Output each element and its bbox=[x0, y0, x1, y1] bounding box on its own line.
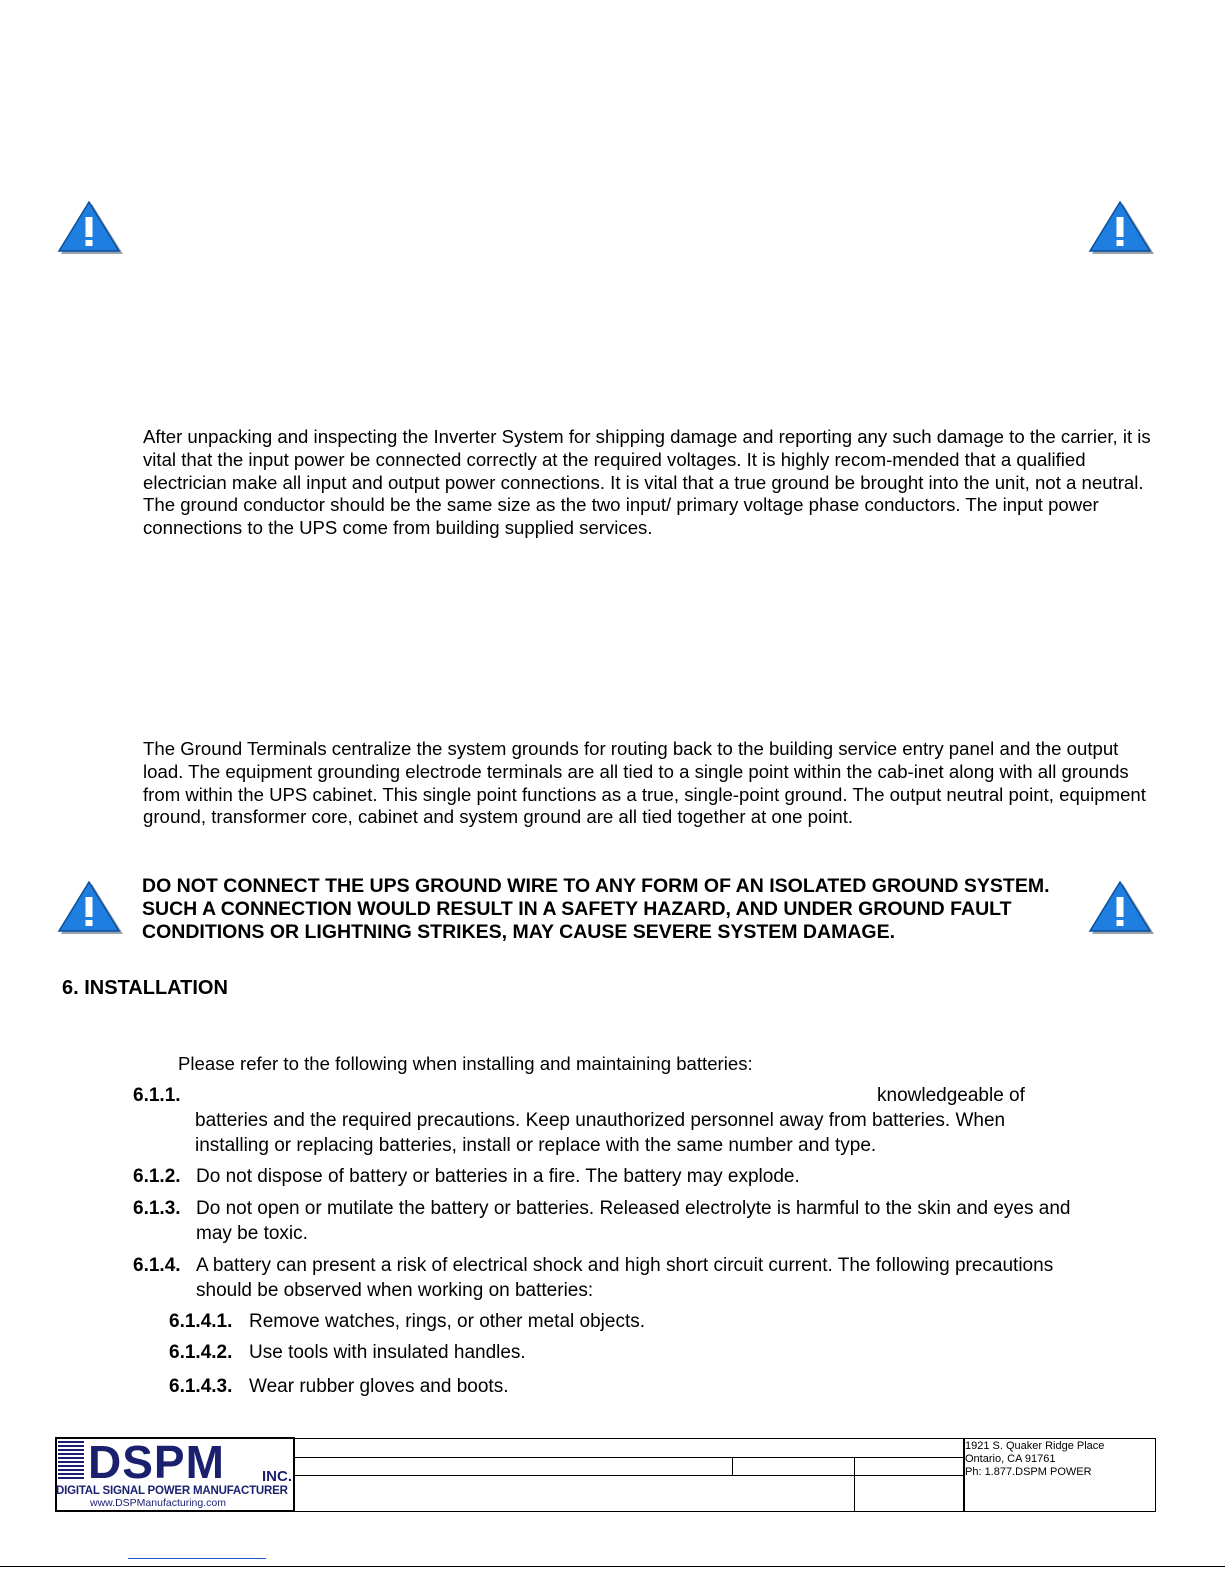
ground-terminals-paragraph: The Ground Terminals centralize the system grounds for routing back to the building service entry panel and the output load. The equipment grounding electrode terminals are all tied to a single point within the cab-inet along with all grounds from within the UPS cabinet. This single point functions as a true, single-point ground. The output neutral point, equipment ground, transformer core, cabinet and system ground are all tied together at one point. bbox=[143, 738, 1146, 828]
logo-tagline: DIGITAL SIGNAL POWER MANUFACTURER bbox=[56, 1485, 288, 1497]
section-heading: 6. INSTALLATION bbox=[62, 977, 228, 999]
logo-stripes bbox=[58, 1441, 84, 1481]
ground-warning-text: DO NOT CONNECT THE UPS GROUND WIRE TO ANY FORM OF AN ISOLATED GROUND SYSTEM. SUCH A CONNECTION WOULD RESULT IN A SAFETY HAZARD, AND UNDER GROUND FAULT CONDITIONS OR LIGHTNING STRIKES, MAY CAUSE SEVERE SYSTEM DAMAGE. bbox=[142, 875, 1050, 943]
item-number: 6.1.4.2. bbox=[169, 1342, 233, 1363]
item-number: 6.1.4. bbox=[133, 1255, 181, 1276]
phone-number: Ph: 1.877.DSPM POWER bbox=[965, 1466, 1092, 1478]
list-item-text: knowledgeable of batteries and the required precautions. Keep unauthorized personnel away from batteries. When installing or replacing batteries, install or replace with the same number and type. bbox=[195, 1085, 1025, 1156]
item-number: 6.1.4.1. bbox=[169, 1311, 233, 1332]
item-number: 6.1.2. bbox=[133, 1166, 181, 1187]
footer-divider bbox=[293, 1475, 965, 1476]
section-intro: Please refer to the following when installing and maintaining batteries: bbox=[178, 1053, 753, 1074]
footer-divider bbox=[732, 1457, 733, 1475]
input-power-paragraph: After unpacking and inspecting the Inverter System for shipping damage and reporting any such damage to the carrier, it is vital that the input power be connected correctly at the required voltages. It is highly recom-mended that a qualified electrician make all input and output power connections. It is vital that a true ground be brought into the unit, not a neutral. The ground conductor should be the same size as the two input/ primary voltage phase conductors. The input power connections to the UPS come from building supplied services. bbox=[143, 426, 1151, 539]
list-item-text: Do not dispose of battery or batteries in a fire. The battery may explode. bbox=[196, 1166, 800, 1187]
item-number: 6.1.4.3. bbox=[169, 1376, 233, 1397]
footer-divider bbox=[854, 1457, 855, 1512]
page-bottom-rule bbox=[0, 1566, 1225, 1567]
list-item-text: Do not open or mutilate the battery or batteries. Released electrolyte is harmful to the skin and eyes and may be toxic. bbox=[196, 1198, 1071, 1244]
list-item-text: Use tools with insulated handles. bbox=[249, 1342, 526, 1363]
address-line: Ontario, CA 91761 bbox=[965, 1453, 1056, 1465]
warning-icon bbox=[57, 880, 125, 936]
logo-url[interactable]: www.DSPManufacturing.com bbox=[90, 1497, 226, 1509]
list-item bbox=[169, 1374, 232, 1399]
list-item bbox=[169, 1340, 232, 1365]
warning-icon bbox=[57, 200, 125, 256]
warning-icon bbox=[1088, 200, 1156, 256]
item-number: 6.1.1. bbox=[133, 1085, 181, 1106]
list-item-text: Wear rubber gloves and boots. bbox=[249, 1376, 509, 1397]
list-item-text: Remove watches, rings, or other metal objects. bbox=[249, 1311, 646, 1332]
item-number: 6.1.3. bbox=[133, 1198, 181, 1219]
logo-wordmark: DSPM bbox=[88, 1436, 225, 1488]
list-item-text: A battery can present a risk of electrical shock and high short circuit current. The following precautions should be observed when working on batteries: bbox=[196, 1255, 1054, 1301]
footer-divider bbox=[293, 1457, 965, 1458]
address-line: 1921 S. Quaker Ridge Place bbox=[965, 1440, 1105, 1452]
list-item bbox=[169, 1309, 232, 1334]
link-underline[interactable] bbox=[128, 1558, 266, 1559]
logo-inc: INC. bbox=[262, 1468, 292, 1485]
